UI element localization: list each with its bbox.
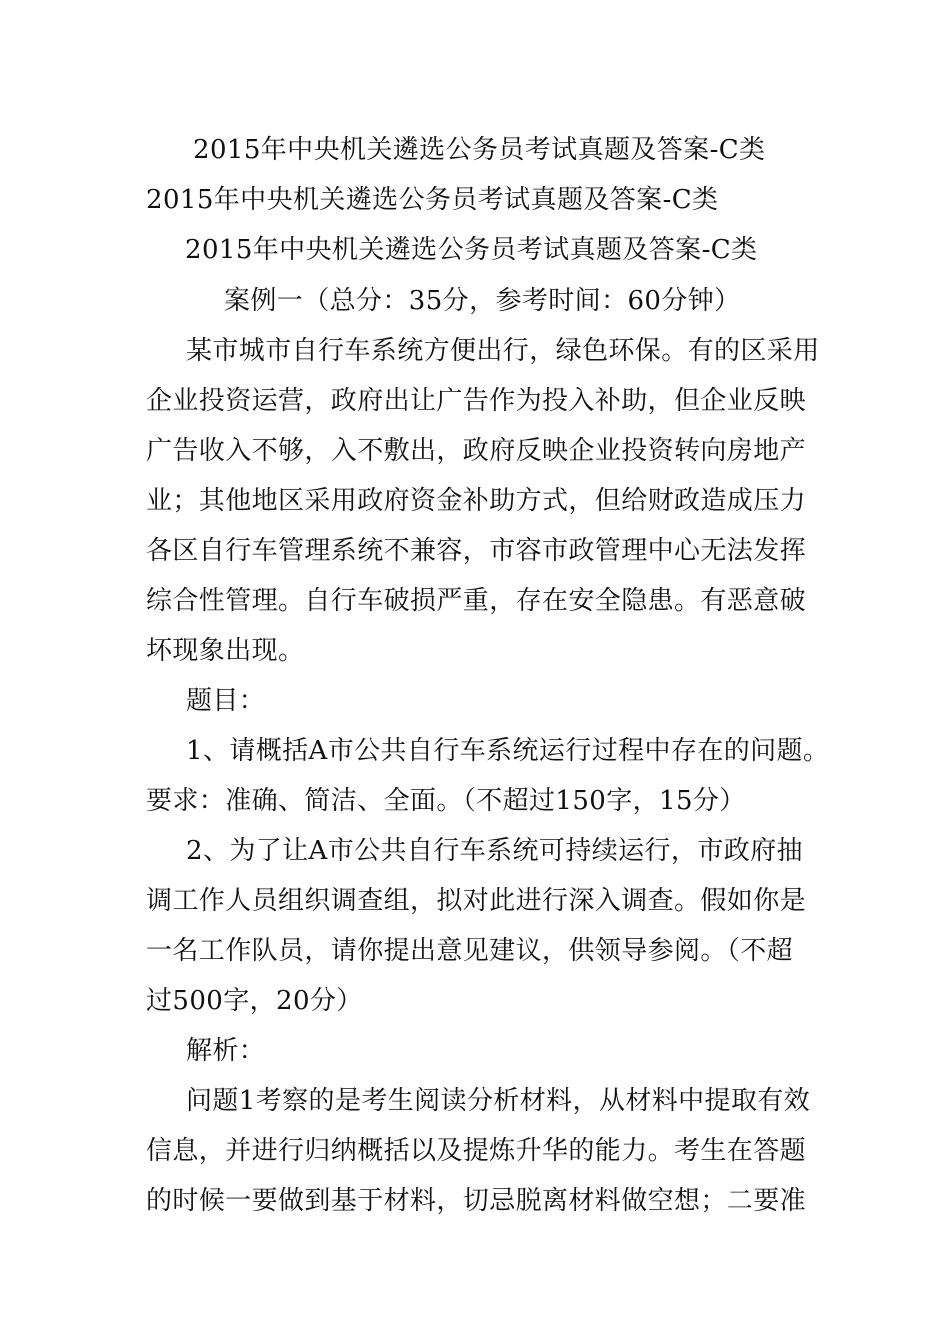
analysis-line: 信息，并进行归纳概括以及提炼升华的能力。考生在答题 <box>146 1136 807 1166</box>
question-1-line: 1、请概括A市公共自行车系统运行过程中存在的问题。 <box>186 736 830 766</box>
doc-title-1: 2015年中央机关遴选公务员考试真题及答案-C类 <box>193 135 766 165</box>
case-heading: 案例一（总分：35分，参考时间：60分钟） <box>224 286 741 316</box>
doc-title-3: 2015年中央机关遴选公务员考试真题及答案-C类 <box>185 235 758 265</box>
material-line: 坏现象出现。 <box>146 636 305 666</box>
material-line: 广告收入不够，入不敷出，政府反映企业投资转向房地产 <box>146 436 807 466</box>
analysis-line: 问题1考察的是考生阅读分析材料，从材料中提取有效 <box>186 1086 811 1116</box>
doc-title-2: 2015年中央机关遴选公务员考试真题及答案-C类 <box>146 185 719 215</box>
analysis-line: 的时候一要做到基于材料，切忌脱离材料做空想；二要准 <box>146 1186 807 1216</box>
question-2-line: 过500字，20分） <box>146 986 363 1016</box>
material-line: 各区自行车管理系统不兼容，市容市政管理中心无法发挥 <box>146 536 807 566</box>
question-2-line: 2、为了让A市公共自行车系统可持续运行，市政府抽 <box>186 836 803 866</box>
material-line: 某市城市自行车系统方便出行，绿色环保。有的区采用 <box>186 336 820 366</box>
question-heading: 题目： <box>186 686 266 716</box>
material-line: 综合性管理。自行车破损严重，存在安全隐患。有恶意破 <box>146 586 807 616</box>
analysis-heading: 解析： <box>186 1036 266 1066</box>
question-2-line: 调工作人员组织调查组，拟对此进行深入调查。假如你是 <box>146 886 807 916</box>
question-2-line: 一名工作队员，请你提出意见建议，供领导参阅。（不超 <box>146 936 794 966</box>
material-line: 企业投资运营，政府出让广告作为投入补助，但企业反映 <box>146 386 807 416</box>
question-1-line: 要求：准确、简洁、全面。（不超过150字，15分） <box>146 786 746 816</box>
material-line: 业；其他地区采用政府资金补助方式，但给财政造成压力 <box>146 486 807 516</box>
